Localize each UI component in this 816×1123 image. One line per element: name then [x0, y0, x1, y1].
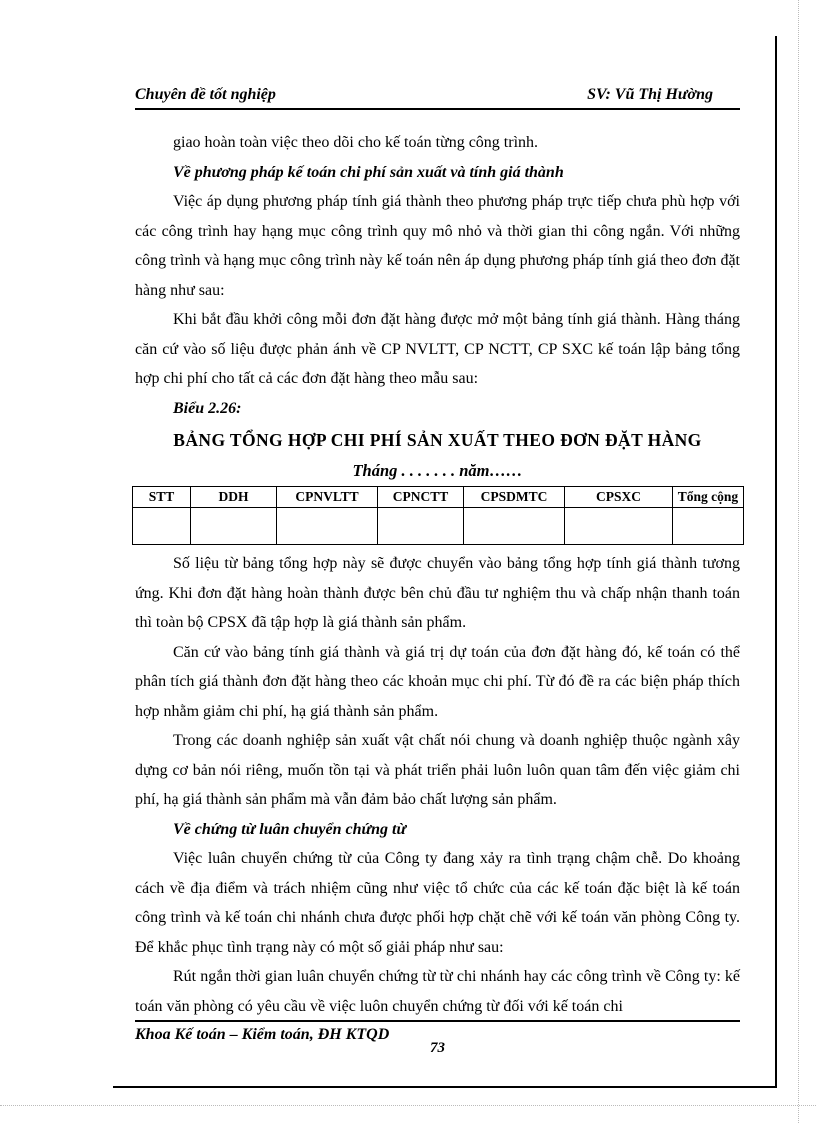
table-cell: [191, 508, 277, 545]
paragraph: Trong các doanh nghiệp sản xuất vật chất nói chung và doanh nghiệp thuộc ngành xây dựng cơ bản nói riêng, muốn tồn tại và phát triển phải luôn luôn quan tâm đến việc giảm chi phí, hạ giá thành sản phẩm mà vẫn đảm bảo chất lượng sản phẩm.: [135, 732, 740, 808]
document-body: [135, 128, 740, 1021]
table-header: CPNCTT: [378, 487, 464, 508]
table-header: CPSDMTC: [464, 487, 565, 508]
page-edge-horizontal: [0, 1105, 816, 1106]
table-cell: [464, 508, 565, 545]
header-left: Chuyên đề tốt nghiệp: [135, 86, 276, 103]
paragraph: Khi bắt đầu khởi công mỗi đơn đặt hàng được mở một bảng tính giá thành. Hàng tháng căn cứ vào số liệu được phản ánh về CP NVLTT, CP NCTT, CP SXC kế toán lập bảng tổng hợp chi phí cho tất cả các đơn đặt hàng theo mẫu sau:: [135, 311, 740, 387]
paragraph: Rút ngắn thời gian luân chuyển chứng từ từ chi nhánh hay các công trình về Công ty: kế toán văn phòng có yêu cầu về việc luôn chuyển chứng từ đối với kế toán chi: [135, 968, 740, 1015]
table-subtitle: Tháng . . . . . . . năm……: [352, 460, 523, 480]
table-cell: [378, 508, 464, 545]
figure-label: Biểu 2.26:: [173, 399, 242, 417]
table-cell: [133, 508, 191, 545]
table-header: CPNVLTT: [277, 487, 378, 508]
table-cell: [673, 508, 744, 545]
table-header: STT: [133, 487, 191, 508]
paragraph: Việc áp dụng phương pháp tính giá thành theo phương pháp trực tiếp chưa phù hợp với các công trình hay hạng mục công trình quy mô nhỏ và thời gian thi công ngắn. Với những công trình và hạng mục công trình này kế toán nên áp dụng phương pháp tính giá theo đơn đặt hàng như sau:: [135, 193, 740, 299]
page-header: [135, 86, 740, 110]
table-row: [133, 508, 744, 545]
table-header: CPSXC: [565, 487, 673, 508]
header-right: SV: Vũ Thị Hường: [587, 86, 713, 103]
footer-text: Khoa Kế toán – Kiểm toán, ĐH KTQD: [135, 1026, 390, 1043]
page-edge-vertical: [798, 0, 799, 1123]
paragraph: Việc luân chuyển chứng từ của Công ty đang xảy ra tình trạng chậm chễ. Do khoảng cách về địa điểm và trách nhiệm cũng như việc tổ chức của các kế toán đặc biệt là kế toán công trình và kế toán chi nhánh chưa được phối hợp chặt chẽ với kế toán văn phòng Công ty. Để khắc phục tình trạng này có một số giải pháp như sau:: [135, 850, 740, 956]
paragraph: Căn cứ vào bảng tính giá thành và giá trị dự toán của đơn đặt hàng đó, kế toán có thể phân tích giá thành đơn đặt hàng theo các khoản mục chi phí. Từ đó đề ra các biện pháp thích hợp nhằm giảm chi phí, hạ giá thành sản phẩm.: [135, 643, 740, 720]
table-cell: [565, 508, 673, 545]
section-heading: Về phương pháp kế toán chi phí sản xuất và tính giá thành: [173, 163, 564, 181]
table-cell: [277, 508, 378, 545]
table-header: DDH: [191, 487, 277, 508]
cost-summary-table: [132, 486, 744, 545]
section-heading: Về chứng từ luân chuyển chứng từ: [173, 820, 407, 838]
table-title: BẢNG TỔNG HỢP CHI PHÍ SẢN XUẤT THEO ĐƠN ĐẶT HÀNG: [173, 430, 702, 450]
paragraph: Số liệu từ bảng tổng hợp này sẽ được chuyển vào bảng tổng hợp tính giá thành tương ứng. Khi đơn đặt hàng hoàn thành được bên chủ đầu tư nghiệm thu và chấp nhận thanh toán thì toàn bộ CPSX đã tập hợp là giá thành sản phẩm.: [135, 555, 740, 631]
page-number: 73: [430, 1040, 445, 1056]
paragraph: giao hoàn toàn việc theo dõi cho kế toán từng công trình.: [173, 134, 539, 151]
table-header: Tổng cộng: [673, 487, 744, 508]
